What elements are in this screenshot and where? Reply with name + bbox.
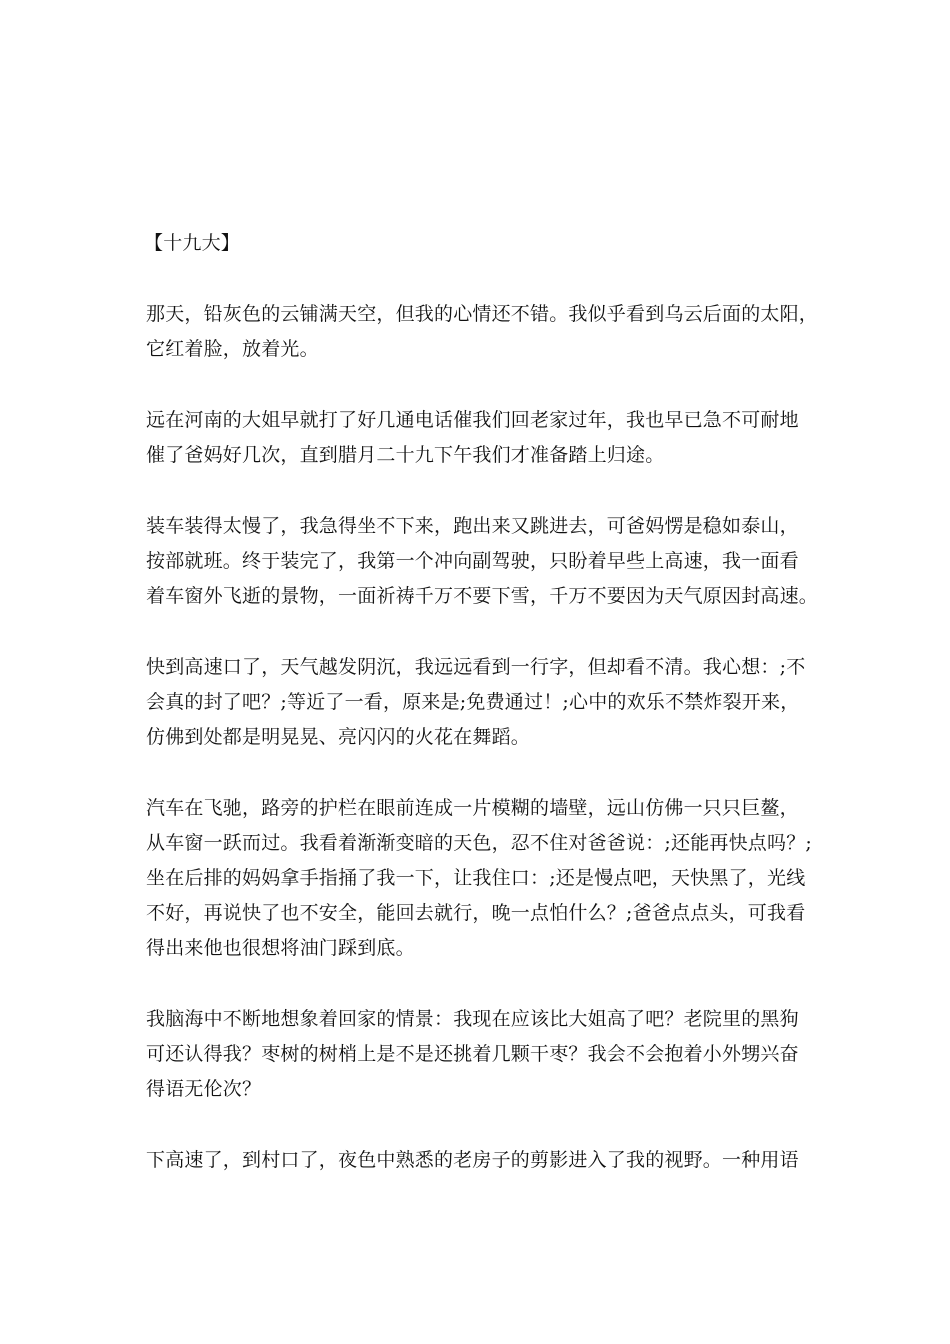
paragraph-3: 装车装得太慢了，我急得坐不下来，跑出来又跳进去，可爸妈愣是稳如泰山， 按部就班。终于装完了，我第一个冲向副驾驶，只盼着早些上高速，我一面看 着车窗外飞逝的景物，一面祈祷千万不要下雪，千万不要因为天气原因封高速。 (146, 515, 819, 607)
paragraph-6: 我脑海中不断地想象着回家的情景：我现在应该比大姐高了吧？老院里的黑狗 可还认得我？枣树的树梢上是不是还挑着几颗干枣？我会不会抱着小外甥兴奋 得语无伦次？ (146, 1008, 799, 1100)
paragraph-4: 快到高速口了，天气越发阴沉，我远远看到一行字，但却看不清。我心想：;不 会真的封了吧？;等近了一看，原来是;免费通过！;心中的欢乐不禁炸裂开来， 仿佛到处都是明晃晃、亮闪闪的火花在舞蹈。 (146, 656, 806, 748)
paragraph-7: 下高速了，到村口了，夜色中熟悉的老房子的剪影进入了我的视野。一种用语 (146, 1149, 799, 1171)
paragraph-2: 远在河南的大姐早就打了好几通电话催我们回老家过年，我也早已急不可耐地 催了爸妈好几次，直到腊月二十九下午我们才准备踏上归途。 (146, 409, 799, 466)
paragraph-1: 那天，铅灰色的云铺满天空，但我的心情还不错。我似乎看到乌云后面的太阳， 它红着脸，放着光。 (146, 303, 819, 360)
paragraph-5: 汽车在飞驰，路旁的护栏在眼前连成一片模糊的墙壁，远山仿佛一只只巨鳌， 从车窗一跃而过。我看着渐渐变暗的天色，忍不住对爸爸说：;还能再快点吗？; 坐在后排的妈妈拿手指捅了我一下，让我住口：;还是慢点吧，天快黑了，光线 不好，再说快了也不安全，能回去就行，晚一点怕什么？;爸爸点点头，可我看 得出来他也很想将油门踩到底。 (146, 797, 813, 959)
article-heading: 【十九大】 (144, 232, 241, 254)
article-body (146, 226, 826, 1178)
